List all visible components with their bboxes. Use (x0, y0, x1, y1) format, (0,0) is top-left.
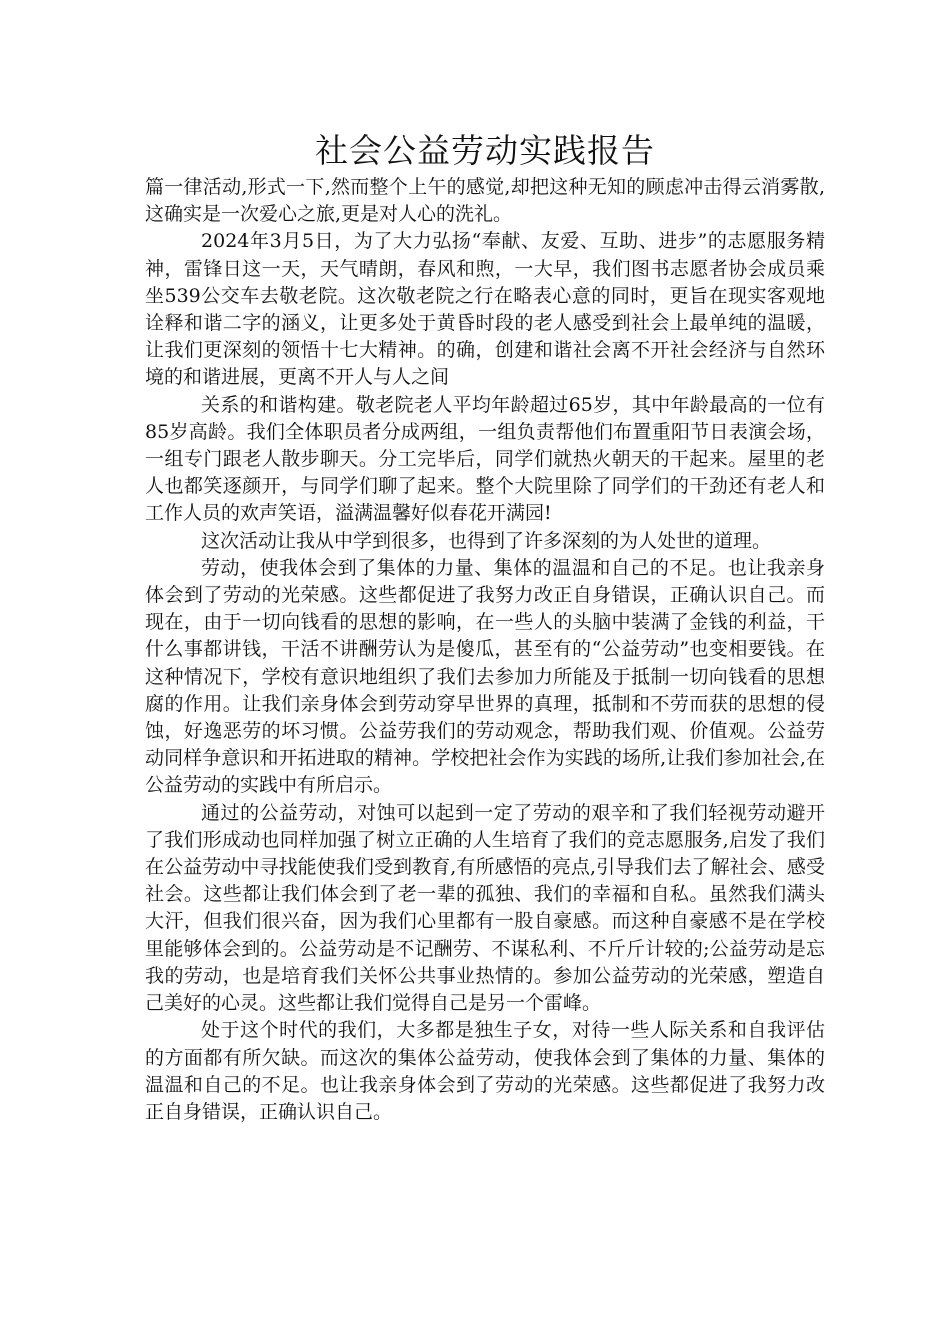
document-page (145, 128, 825, 1126)
paragraph-5: 劳动，使我体会到了集体的力量、集体的温温和自己的不足。也让我亲身体会到了劳动的光荣感。这些都促进了我努力改正自身错误，正确认识自己。而现在，由于一切向钱看的思想的影响，在一些人的头脑中装满了金钱的利益，干什么事都讲钱，干活不讲酬劳认为是傻瓜，甚至有的“公益劳动”也变相要钱。在这种情况下，学校有意识地组织了我们去参加力所能及于抵制一切向钱看的思想腐的作用。让我们亲身体会到劳动穿早世界的真理，抵制和不劳而获的思想的侵蚀，好逸恶劳的坏习惯。公益劳我们的劳动观念，帮助我们观、价值观。公益劳动同样争意识和开拓进取的精神。学校把社会作为实践的场所,让我们参加社会,在公益劳动的实践中有所启示。 (145, 556, 825, 797)
paragraph-6: 通过的公益劳动，对蚀可以起到一定了劳动的艰辛和了我们轻视劳动避开了我们形成动也同样加强了树立正确的人生培育了我们的竞志愿服务,启发了我们在公益劳动中寻找能使我们受到教育,有所感悟的亮点,引导我们去了解社会、感受社会。这些都让我们体会到了老一辈的孤独、我们的幸福和自私。虽然我们满头大汗，但我们很兴奋，因为我们心里都有一股自豪感。而这种自豪感不是在学校里能够体会到的。公益劳动是不记酬劳、不谋私利、不斤斤计较的;公益劳动是忘我的劳动，也是培育我们关怀公共事业热情的。参加公益劳动的光荣感，塑造自己美好的心灵。这些都让我们觉得自己是另一个雷峰。 (145, 801, 825, 1015)
paragraph-2: 2024年3月5日，为了大力弘扬“奉献、友爱、互助、进步”的志愿服务精神，雷锋日这一天，天气晴朗，春风和煦，一大早，我们图书志愿者协会成员乘坐539公交车去敬老院。这次敬老院之行在略表心意的同时，更旨在现实客观地诠释和谐二字的涵义，让更多处于黄昏时段的老人感受到社会上最单纯的温暖，让我们更深刻的领悟十七大精神。的确，创建和谐社会离不开社会经济与自然环境的和谐进展，更离不开人与人之间 (145, 230, 825, 389)
paragraph-4: 这次活动让我从中学到很多，也得到了许多深刻的为人处世的道理。 (201, 529, 772, 552)
paragraph-7: 处于这个时代的我们，大多都是独生子女，对待一些人际关系和自我评估的方面都有所欠缺。而这次的集体公益劳动，使我体会到了集体的力量、集体的温温和自己的不足。也让我亲身体会到了劳动的光荣感。这些都促进了我努力改正自身错误，正确认识自己。 (145, 1019, 825, 1123)
document-title: 社会公益劳动实践报告 (315, 131, 655, 170)
paragraph-3: 关系的和谐构建。敬老院老人平均年龄超过65岁，其中年龄最高的一位有85岁高龄。我们全体职员者分成两组，一组负责帮他们布置重阳节日表演会场，一组专门跟老人散步聊天。分工完毕后，同学们就热火朝天的干起来。屋里的老人也都笑逐颜开，与同学们聊了起来。整个大院里除了同学们的干劲还有老人和工作人员的欢声笑语，溢满温馨好似春花开满园! (145, 393, 825, 525)
paragraph-1: 篇一律活动,形式一下,然而整个上午的感觉,却把这种无知的顾虑冲击得云消雾散,这确实是一次爱心之旅,更是对人心的洗礼。 (145, 176, 825, 226)
